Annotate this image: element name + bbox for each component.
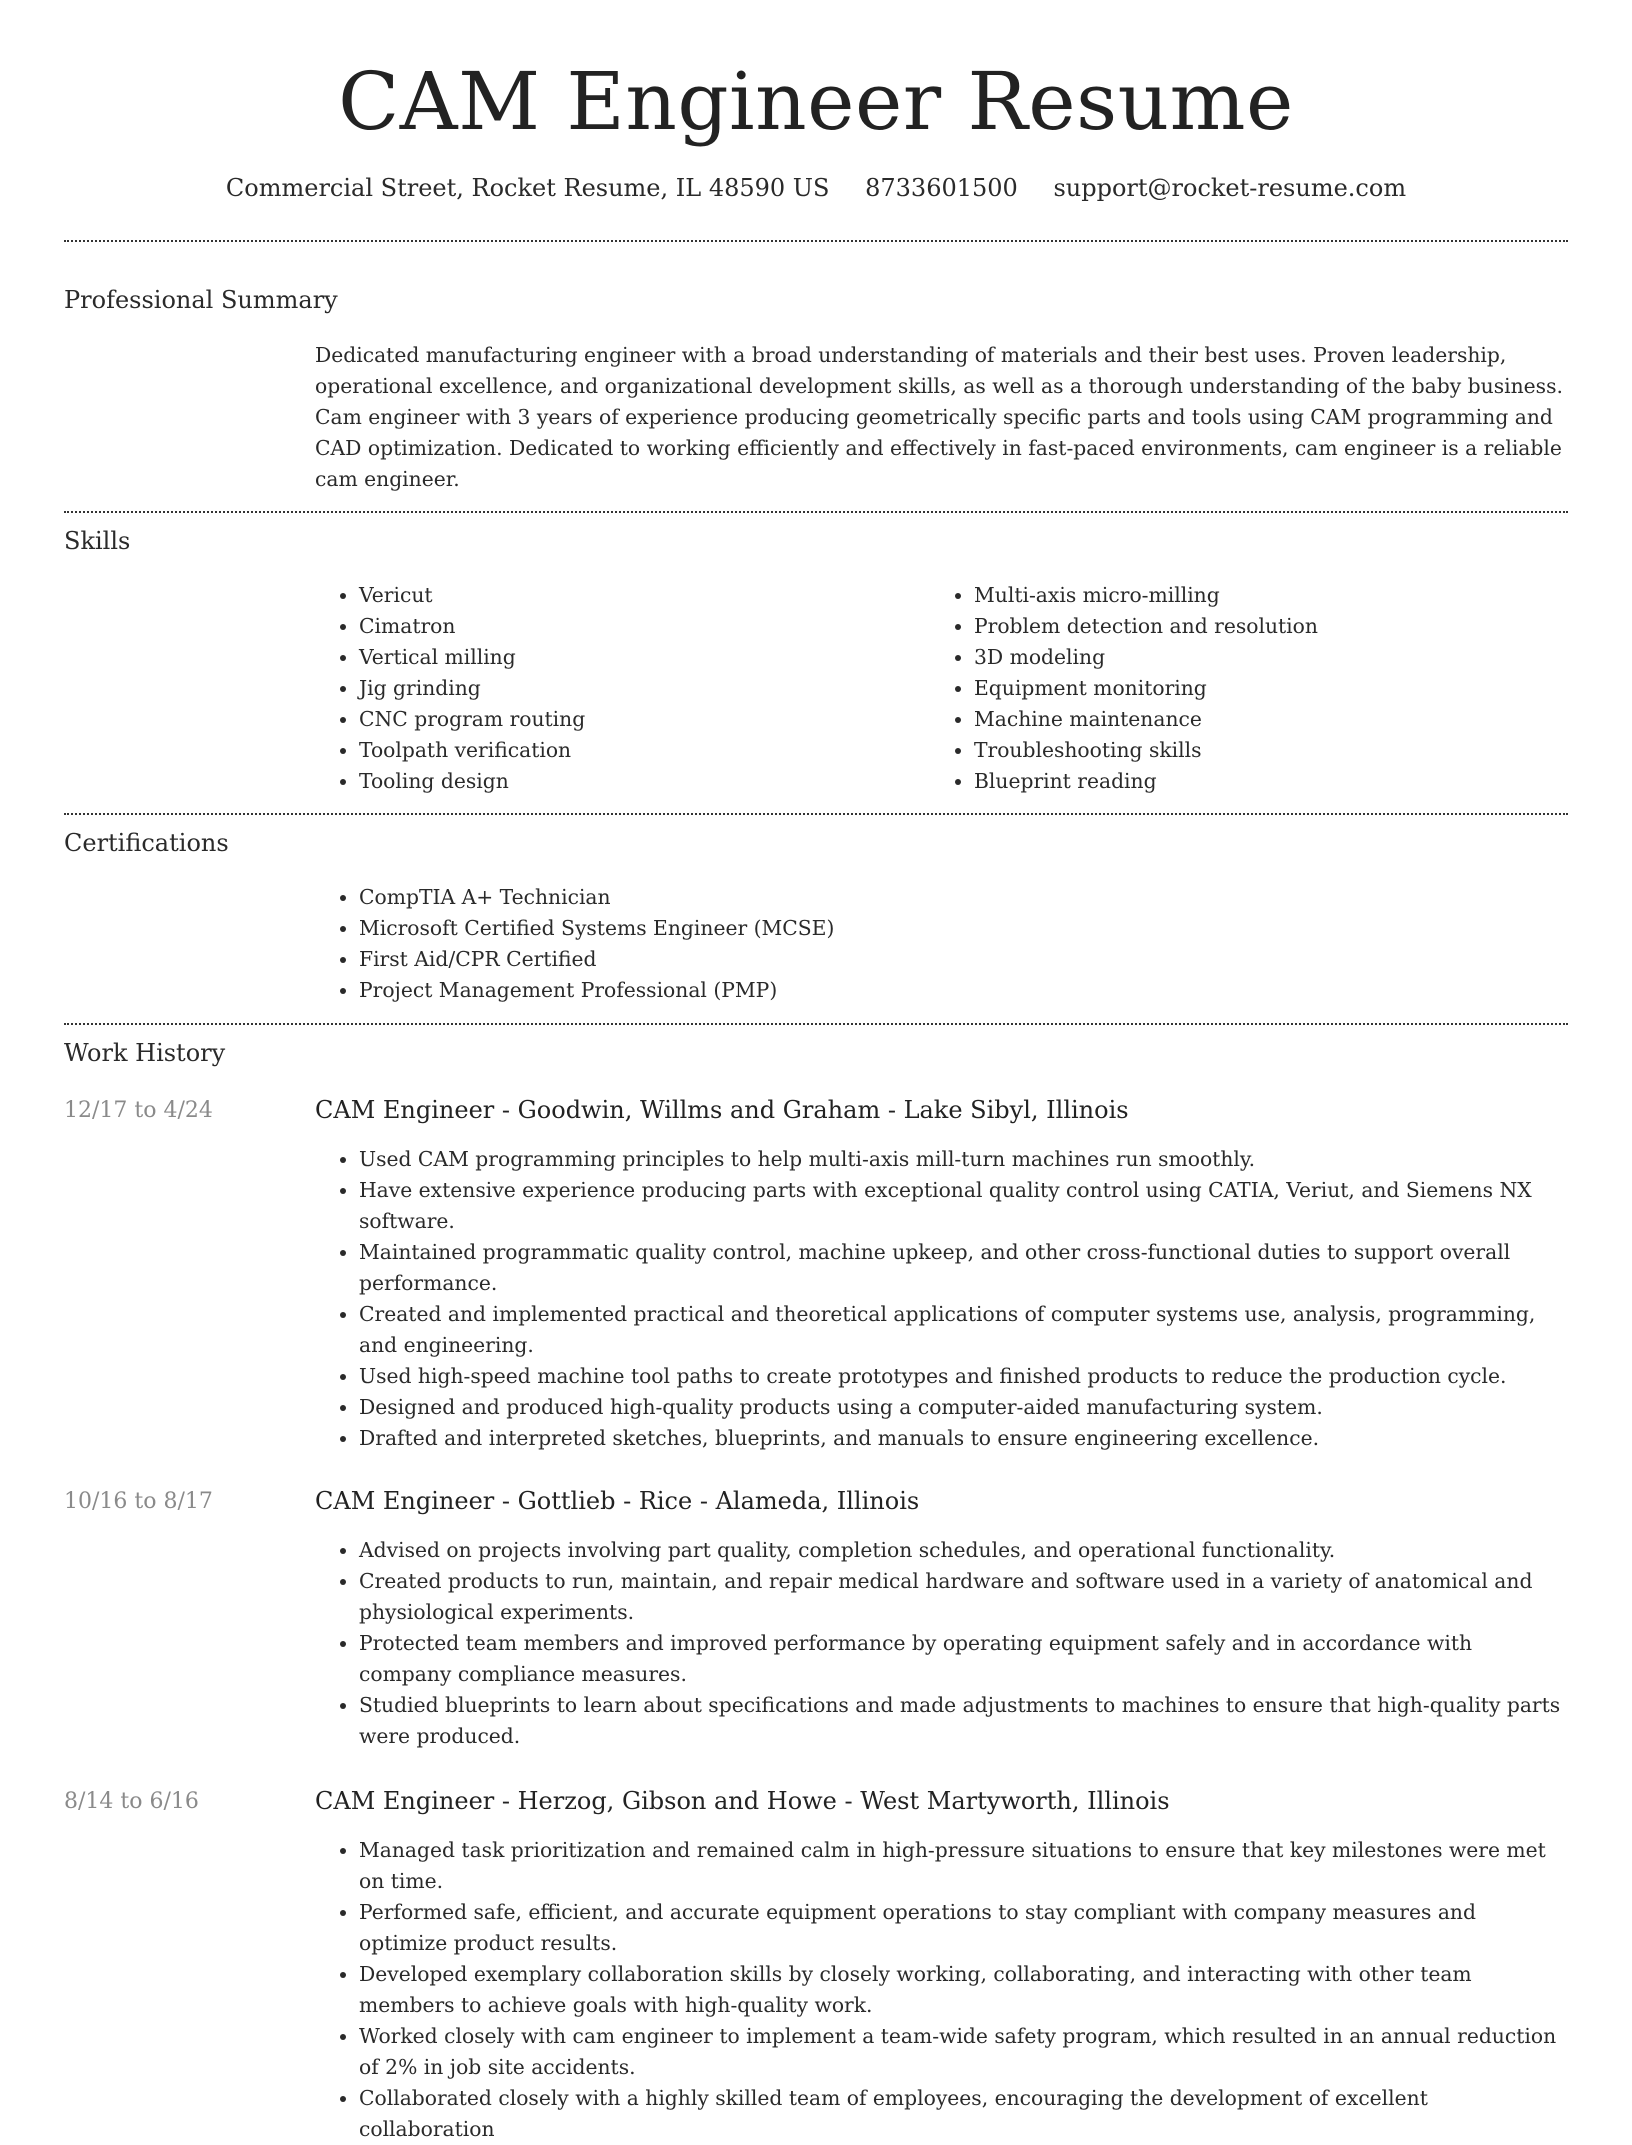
list-item: • Created products to run, maintain, and repair medical hardware and software used in a variety of anatomical and physiological experiments. (359, 1566, 1568, 1628)
summary-text: Dedicated manufacturing engineer with a broad understanding of materials and their best uses. Proven leadership, operational excellence, and organizational development skills, as well as a thorough understanding of the baby business. Cam engineer with 3 years of experience producing geometrically specific parts and tools using CAM programming and CAD optimization. Dedicated to working efficiently and effectively in fast-paced environments, cam engineer is a reliable cam engineer. (315, 343, 1563, 491)
list-item: • Advised on projects involving part quality, completion schedules, and operational functionality. (359, 1535, 1568, 1566)
resume-title: CAM Engineer Resume (338, 55, 1294, 148)
contact-email: support@rocket-resume.com (1053, 174, 1407, 202)
list-item: • Problem detection and resolution (974, 611, 1574, 642)
list-item: • Maintained programmatic quality control, machine upkeep, and other cross-functional duties to support overall performance. (359, 1237, 1568, 1299)
list-item: • Vertical milling (359, 642, 919, 673)
contact-address: Commercial Street, Rocket Resume, IL 48590 US (225, 174, 830, 202)
list-item: • Created and implemented practical and theoretical applications of computer systems use, analysis, programming, and engineering. (359, 1299, 1568, 1361)
list-item: • Vericut (359, 580, 919, 611)
list-item: • First Aid/CPR Certified (359, 944, 1559, 975)
list-item: • Used CAM programming principles to help multi-axis mill-turn machines run smoothly. (359, 1144, 1568, 1175)
list-item: • Equipment monitoring (974, 673, 1574, 704)
list-item: • Drafted and interpreted sketches, blueprints, and manuals to ensure engineering excellence. (359, 1423, 1568, 1454)
list-item: • Blueprint reading (974, 766, 1574, 797)
list-item: • Protected team members and improved performance by operating equipment safely and in accordance with company compliance measures. (359, 1628, 1568, 1690)
list-item: • Studied blueprints to learn about specifications and made adjustments to machines to ensure that high-quality parts were produced. (359, 1690, 1568, 1752)
skills-list-right (930, 580, 1574, 797)
summary-heading: Professional Summary (64, 286, 338, 314)
job-dates: 10/16 to 8/17 (64, 1489, 213, 1514)
list-item: • Developed exemplary collaboration skills by closely working, collaborating, and interacting with other team members to achieve goals with high-quality work. (359, 1959, 1568, 2021)
list-item: • Cimatron (359, 611, 919, 642)
work-history-heading: Work History (64, 1039, 226, 1067)
list-item: • Microsoft Certified Systems Engineer (MCSE) (359, 913, 1559, 944)
skills-list-left (315, 580, 919, 797)
list-item: • Used high-speed machine tool paths to create prototypes and finished products to reduce the production cycle. (359, 1361, 1568, 1392)
job-title: CAM Engineer - Herzog, Gibson and Howe - West Martyworth, Illinois (315, 1787, 1170, 1815)
list-item: • CNC program routing (359, 704, 919, 735)
divider (64, 511, 1568, 513)
list-item: • Multi-axis micro-milling (974, 580, 1574, 611)
job-dates: 8/14 to 6/16 (64, 1789, 199, 1814)
job-bullets (315, 1535, 1568, 1752)
certifications-heading: Certifications (64, 829, 229, 857)
list-item: • Collaborated closely with a highly skilled team of employees, encouraging the development of excellent collaboration (359, 2083, 1568, 2145)
job-dates: 12/17 to 4/24 (64, 1098, 213, 1123)
list-item: • Managed task prioritization and remained calm in high-pressure situations to ensure that key milestones were met on time. (359, 1835, 1568, 1897)
list-item: • Tooling design (359, 766, 919, 797)
job-bullets (315, 1144, 1568, 1454)
contact-phone: 8733601500 (865, 174, 1018, 202)
list-item: • Performed safe, efficient, and accurate equipment operations to stay compliant with company measures and optimize product results. (359, 1897, 1568, 1959)
divider (64, 1023, 1568, 1025)
list-item: • Worked closely with cam engineer to implement a team-wide safety program, which resulted in an annual reduction of 2% in job site accidents. (359, 2021, 1568, 2083)
contact-line (0, 170, 1632, 206)
skills-heading: Skills (64, 527, 131, 555)
list-item: • 3D modeling (974, 642, 1574, 673)
list-item: • CompTIA A+ Technician (359, 882, 1559, 913)
divider (64, 240, 1568, 242)
job-bullets (315, 1835, 1568, 2145)
list-item: • Machine maintenance (974, 704, 1574, 735)
list-item: • Jig grinding (359, 673, 919, 704)
certifications-list (315, 882, 1559, 1006)
list-item: • Project Management Professional (PMP) (359, 975, 1559, 1006)
list-item: • Have extensive experience producing parts with exceptional quality control using CATIA, Veriut, and Siemens NX software. (359, 1175, 1568, 1237)
job-title: CAM Engineer - Gottlieb - Rice - Alameda, Illinois (315, 1487, 920, 1515)
list-item: • Toolpath verification (359, 735, 919, 766)
list-item: • Troubleshooting skills (974, 735, 1574, 766)
list-item: • Designed and produced high-quality products using a computer-aided manufacturing system. (359, 1392, 1568, 1423)
job-title: CAM Engineer - Goodwin, Willms and Graham - Lake Sibyl, Illinois (315, 1096, 1129, 1124)
divider (64, 813, 1568, 815)
